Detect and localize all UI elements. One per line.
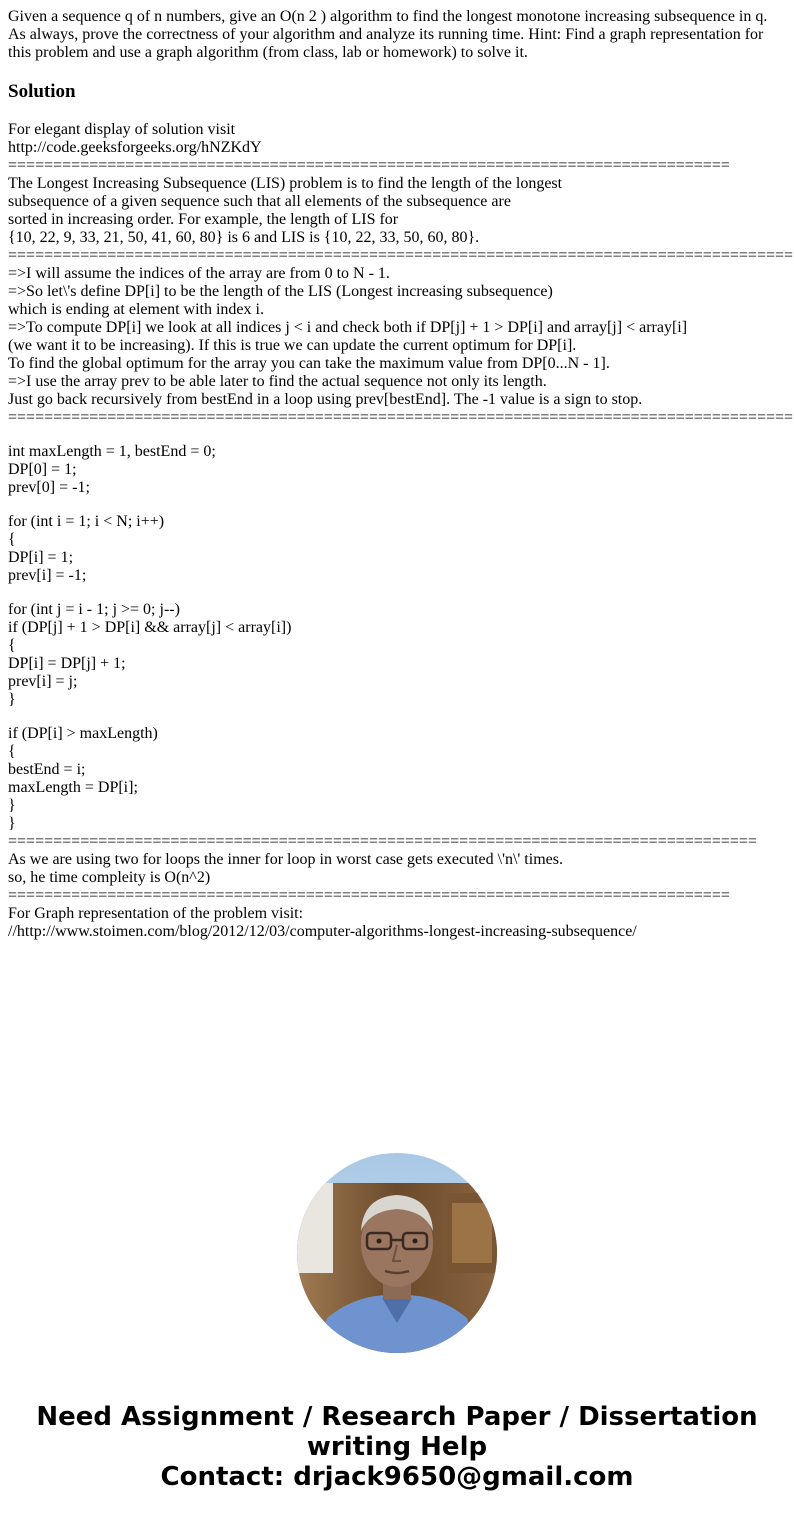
separator: ======================================================================================= bbox=[8, 247, 794, 264]
explanation-line: =>I use the array prev to be able later to find the actual sequence not only its length. bbox=[8, 373, 547, 390]
code-line: { bbox=[8, 637, 16, 654]
code-line: int maxLength = 1, bestEnd = 0; bbox=[8, 443, 216, 460]
explanation-line: which is ending at element with index i. bbox=[8, 301, 264, 318]
separator: =================================================================================== bbox=[8, 833, 757, 850]
author-photo-graphic bbox=[297, 1153, 497, 1353]
author-photo bbox=[297, 1153, 497, 1353]
solution-link: http://code.geeksforgeeks.org/hNZKdY bbox=[8, 139, 262, 156]
complexity-line: As we are using two for loops the inner for loop in worst case gets executed \'n\' times. bbox=[8, 851, 563, 868]
code-line: DP[0] = 1; bbox=[8, 461, 77, 478]
footer-line: Need Assignment / Research Paper / Dissertation bbox=[36, 1402, 758, 1432]
separator: ======================================================================================= bbox=[8, 409, 794, 426]
code-line: for (int j = i - 1; j >= 0; j--) bbox=[8, 601, 180, 618]
code-line: } bbox=[8, 797, 16, 814]
footer-line: writing Help bbox=[306, 1432, 488, 1462]
graph-reference-link: //http://www.stoimen.com/blog/2012/12/03/computer-algorithms-longest-increasing-subsequence/ bbox=[8, 923, 637, 940]
definition-line: The Longest Increasing Subsequence (LIS) problem is to find the length of the longest bbox=[8, 175, 563, 192]
graph-reference bbox=[8, 905, 794, 941]
code-line: prev[i] = -1; bbox=[8, 567, 87, 584]
code-line: { bbox=[8, 743, 16, 760]
explanation-line: (we want it to be increasing). If this is true we can update the current optimum for DP[i]. bbox=[8, 337, 577, 354]
code-line: } bbox=[8, 691, 16, 708]
document-body bbox=[8, 8, 794, 941]
definition-line: {10, 22, 9, 33, 21, 50, 41, 60, 80} is 6 and LIS is {10, 22, 33, 50, 60, 80}. bbox=[8, 229, 480, 246]
definition-line: subsequence of a given sequence such that all elements of the subsequence are bbox=[8, 193, 511, 210]
code-line: prev[i] = j; bbox=[8, 673, 78, 690]
code-line: DP[i] = 1; bbox=[8, 549, 74, 566]
code-line: for (int i = 1; i < N; i++) bbox=[8, 513, 165, 530]
explanation-line: =>I will assume the indices of the array are from 0 to N - 1. bbox=[8, 265, 390, 282]
explanation-line: =>So let\'s define DP[i] to be the length of the LIS (Longest increasing subsequence) bbox=[8, 283, 553, 300]
question-line: this problem and use a graph algorithm (from class, lab or homework) to solve it. bbox=[8, 44, 528, 61]
code-line: prev[0] = -1; bbox=[8, 479, 90, 496]
complexity-analysis bbox=[8, 851, 794, 887]
code-line: DP[i] = DP[j] + 1; bbox=[8, 655, 126, 672]
definition-line: sorted in increasing order. For example, the length of LIS for bbox=[8, 211, 399, 228]
complexity-line: so, he time compleity is O(n^2) bbox=[8, 869, 211, 886]
intro-text: For elegant display of solution visit bbox=[8, 121, 236, 138]
promo-footer bbox=[0, 1402, 794, 1492]
explanation-line: =>To compute DP[i] we look at all indices j < i and check both if DP[j] + 1 > DP[i] and array[j] < array[i] bbox=[8, 319, 688, 336]
footer-contact: Contact: drjack9650@gmail.com bbox=[160, 1462, 634, 1492]
separator: ================================================================================ bbox=[8, 887, 730, 904]
separator: ================================================================================ bbox=[8, 157, 730, 174]
code-listing bbox=[8, 427, 794, 833]
explanation-line: To find the global optimum for the array you can take the maximum value from DP[0...N - 1]. bbox=[8, 355, 610, 372]
question-text bbox=[8, 8, 794, 62]
code-line: if (DP[i] > maxLength) bbox=[8, 725, 158, 742]
solution-heading: Solution bbox=[8, 81, 76, 102]
graph-reference-text: For Graph representation of the problem visit: bbox=[8, 905, 304, 922]
question-line: As always, prove the correctness of your algorithm and analyze its running time. Hint: Find a graph representation for bbox=[8, 26, 764, 43]
question-line: Given a sequence q of n numbers, give an O(n 2 ) algorithm to find the longest monotone increasing subsequence in q. bbox=[8, 8, 768, 25]
explanation-line: Just go back recursively from bestEnd in a loop using prev[bestEnd]. The -1 value is a sign to stop. bbox=[8, 391, 643, 408]
explanation bbox=[8, 265, 794, 409]
code-line: bestEnd = i; bbox=[8, 761, 86, 778]
code-line: { bbox=[8, 531, 16, 548]
lis-definition bbox=[8, 175, 794, 247]
code-line: maxLength = DP[i]; bbox=[8, 779, 138, 796]
code-line: } bbox=[8, 815, 16, 832]
code-line: if (DP[j] + 1 > DP[i] && array[j] < array[i]) bbox=[8, 619, 292, 636]
